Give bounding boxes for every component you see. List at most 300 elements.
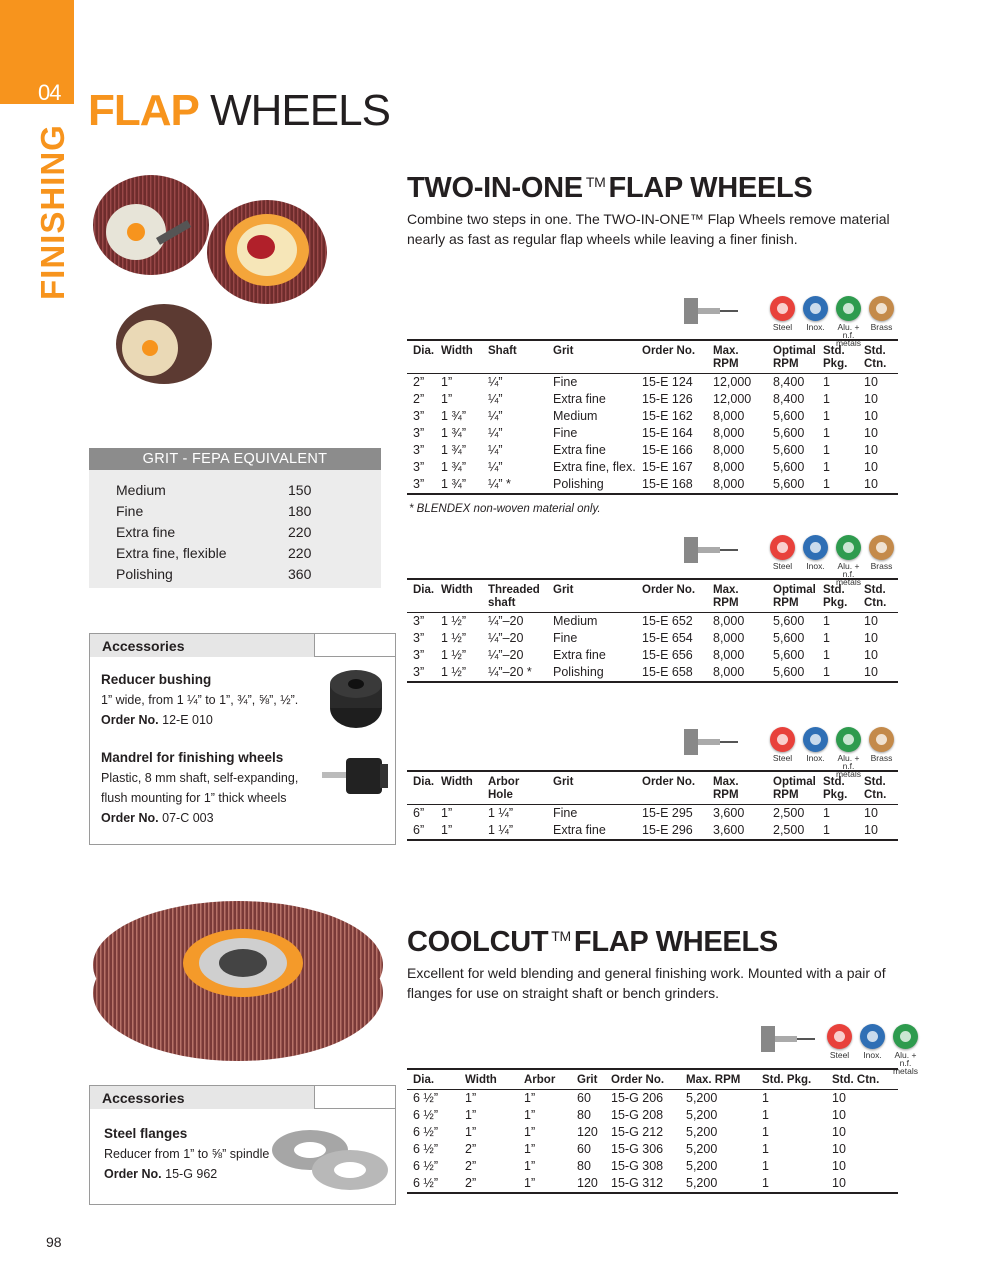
table-cell: 8,000 [713,426,745,440]
table-cell: ¼”–20 [488,614,524,628]
brass-icon [869,727,894,752]
table-cell: 1” [518,1175,571,1193]
table-cell: Medium [553,409,598,423]
table-cell: 5,200 [686,1142,718,1156]
table-cell: 15-E 167 [642,460,693,474]
two-in-one-wheel-image-1 [86,170,216,280]
table-cell: 6 ½” [413,1091,439,1105]
table-cell: 5,600 [773,631,805,645]
coolcut-title [407,926,778,959]
column-header: Std. Pkg. [817,579,858,613]
brass-icon [869,296,894,321]
table-cell: 6 ½” [413,1125,439,1139]
table-cell: Extra fine [553,648,606,662]
table-cell: 1 [823,375,830,389]
table-cell: 1 [762,1142,769,1156]
alu-nf-metals-icon [836,296,861,321]
table-cell: 15-E 164 [642,426,693,440]
table-cell: 1 ¼” [488,806,514,820]
reducer-bushing-item [101,670,298,730]
fepa-value: 180 [288,503,312,519]
table-cell: 10 [864,648,878,662]
spec-table-arbor-hole [407,770,898,841]
table-cell: 1 [762,1108,769,1122]
table-cell: ¼” [488,426,503,440]
coolcut-title-b: FLAP WHEELS [573,926,778,958]
table-cell: 15-G 306 [611,1142,664,1156]
accessories-box-1 [89,633,396,845]
column-header: Grit [547,340,636,374]
table-cell: 1 [823,648,830,662]
table-cell: 3” [413,409,425,423]
alu-nf-metals-icon [836,535,861,560]
table-cell: ¼”–20 [488,648,524,662]
table-row [407,459,898,476]
column-header: Std. Pkg. [817,771,858,805]
table-cell: ¼” [488,392,503,406]
brass-material [865,727,898,762]
column-header: Grit [571,1069,605,1090]
order-label: Order No. [101,713,159,727]
column-header: Shaft [482,340,547,374]
steel-material [766,535,799,570]
table-cell: 2” [413,392,425,406]
column-header: Threaded shaft [482,579,547,613]
accessories-title: Accessories [89,1085,315,1109]
column-header: Std. Pkg. [817,340,858,374]
table-cell: 1 [823,460,830,474]
grit-row [89,501,381,522]
table-cell: 3” [413,631,425,645]
steel-material [766,727,799,762]
column-header: Arbor [518,1069,571,1090]
column-header: Width [435,771,482,805]
table-cell: 1” [524,1108,536,1122]
steel-flanges-image [270,1126,392,1196]
table-row [407,1141,898,1158]
table-cell: ¼” [488,409,503,423]
table-cell: 6 ½” [413,1159,439,1173]
coolcut-title-a: COOLCUT [407,926,549,958]
table-cell: 1 ½” [441,631,467,645]
material-label: n.f. metals [835,330,862,348]
order-label: Order No. [104,1167,162,1181]
table-cell: 15-E 124 [642,375,693,389]
table-cell: 2,500 [767,822,817,840]
steel-material [766,296,799,331]
material-label: Alu. + [894,1050,917,1060]
table-cell: 8,000 [713,614,745,628]
table-cell: Extra fine [547,822,636,840]
table-cell: 10 [864,806,878,820]
tool-icon [680,727,740,757]
grit-row [89,480,381,501]
table-cell: ¼” [488,460,503,474]
table-cell: 8,000 [713,460,745,474]
table-cell: 5,200 [680,1175,756,1193]
table-row [407,805,898,823]
table-cell: 5,200 [686,1091,718,1105]
table-cell: 15-E 296 [636,822,707,840]
table-cell: Fine [553,375,578,389]
table-cell: 3” [413,426,425,440]
table-cell: 10 [832,1142,846,1156]
material-label: n.f. metals [835,569,862,587]
column-header: Dia. [407,340,435,374]
material-label: Steel [772,753,793,763]
table-cell: 6 ½” [413,1108,439,1122]
table-cell: 1 ¾” [441,426,467,440]
table-row [407,476,898,494]
reducer-bushing-desc: 1” wide, from 1 ¼” to 1”, ¾”, ⅝”, ½”. [101,693,299,707]
table-cell: 1 [823,614,830,628]
table-cell: ¼” [488,375,503,389]
table-row [407,408,898,425]
inox-icon [860,1024,885,1049]
table-cell: Fine [553,631,578,645]
chapter-number: 04 [38,80,61,105]
chapter-side-label: FINISHING [34,124,71,300]
two-in-one-title-a: TWO-IN-ONE [407,172,583,204]
table-cell: 10 [864,443,878,457]
table-cell: 8,000 [707,664,767,682]
table-cell: 6 ½” [413,1142,439,1156]
column-header: Order No. [636,771,707,805]
material-label: Brass [870,561,893,571]
table-cell: 3” [413,614,425,628]
two-in-one-title-b: FLAP WHEELS [608,172,813,204]
table-cell: ¼” [488,443,503,457]
spec-table-threaded-shaft [407,578,898,683]
material-label: Steel [772,322,793,332]
table-row [407,613,898,631]
column-header: Std. Ctn. [858,340,898,374]
table-cell: 5,200 [686,1108,718,1122]
column-header: Grit [547,771,636,805]
table-cell: 15-E 656 [642,648,693,662]
table-cell: 2” [465,1142,477,1156]
table-cell: 1 [823,631,830,645]
table-cell: 5,600 [767,664,817,682]
table-cell: 12,000 [713,392,752,406]
table-row [407,425,898,442]
column-header: Max. RPM [707,340,767,374]
inox-icon [803,727,828,752]
table-cell: ¼” * [482,476,547,494]
table-cell: 8,000 [713,631,745,645]
table-cell: 5,600 [773,614,805,628]
table-cell: 1 ¾” [435,476,482,494]
brass-material [865,296,898,331]
table-cell: 1” [441,806,453,820]
order-label: Order No. [101,811,159,825]
column-header: Width [435,579,482,613]
table-cell: 80 [577,1159,591,1173]
table-row [407,1090,898,1108]
table-cell: 60 [577,1142,591,1156]
table-cell: 60 [577,1091,591,1105]
table-cell: 5,200 [686,1125,718,1139]
table-cell: 10 [858,822,898,840]
material-label: n.f. metals [835,761,862,779]
inox-material [856,1024,889,1059]
table-row [407,647,898,664]
mandrel-order-no: 07-C 003 [162,811,214,825]
column-header: Dia. [407,579,435,613]
table-row [407,1124,898,1141]
table-cell: 15-E 162 [642,409,693,423]
two-in-one-wheel-image-3 [110,300,215,385]
table-row [407,442,898,459]
table-cell: 8,000 [713,648,745,662]
table-cell: 3” [413,443,425,457]
table-cell: 10 [864,460,878,474]
fepa-value: 220 [288,524,312,540]
table-cell: 1 ¾” [441,460,467,474]
table-cell: 1” [524,1125,536,1139]
coolcut-wheel-image [88,893,388,1063]
grit-name: Fine [116,503,144,519]
table-cell: 5,600 [773,409,805,423]
material-label: Steel [829,1050,850,1060]
material-label: Inox. [806,322,825,332]
accessories-box-2 [89,1085,396,1205]
two-in-one-title [407,172,812,205]
table-cell: 10 [832,1108,846,1122]
steel-flanges-item [104,1124,269,1184]
footnote: * BLENDEX non-woven material only. [409,503,601,515]
steel-material [823,1024,856,1059]
table-row [407,374,898,392]
table-cell: 15-E 166 [642,443,693,457]
column-header: Std. Ctn. [826,1069,898,1090]
material-label: Alu. + [837,561,860,571]
brass-material [865,535,898,570]
table-cell: 2” [413,375,425,389]
brass-icon [869,535,894,560]
column-header: Optimal RPM [767,579,817,613]
table-cell: 1 ½” [441,648,467,662]
tool-icon [680,535,740,565]
column-header: Grit [547,579,636,613]
table-cell: 10 [832,1159,846,1173]
table-cell: 1 [762,1091,769,1105]
table-cell: 10 [864,392,878,406]
chapter-tab [0,0,74,104]
table-cell: 2,500 [773,806,805,820]
table-cell: 10 [858,664,898,682]
mandrel-desc-line1: Plastic, 8 mm shaft, self-expanding, [101,771,299,785]
table-cell: 1 ¼” [482,822,547,840]
page-title-accent: FLAP [88,86,199,135]
column-header: Max. RPM [707,771,767,805]
table-cell: 15-G 312 [605,1175,680,1193]
column-header: Dia. [407,1069,459,1090]
table-cell: 8,000 [713,443,745,457]
table-cell: 10 [832,1125,846,1139]
table-cell: 6” [413,806,425,820]
reducer-bushing-image [326,668,386,730]
table-cell: 1” [524,1091,536,1105]
table-cell: 15-E 295 [642,806,693,820]
material-label: Steel [772,561,793,571]
inox-material [799,296,832,331]
alu-nf-metals-icon [893,1024,918,1049]
table-cell: Fine [553,806,578,820]
table-cell: 1 [823,392,830,406]
table-cell: 15-G 206 [611,1091,664,1105]
grit-fepa-table [89,448,381,588]
table-cell: 5,200 [686,1159,718,1173]
table-cell: ¼”–20 * [482,664,547,682]
table-cell: Fine [553,426,578,440]
table-cell: 10 [864,426,878,440]
table-row [407,664,898,682]
table-cell: 1 ½” [441,614,467,628]
table-cell: Extra fine [553,392,606,406]
table-header-row [407,340,898,374]
column-header: Dia. [407,771,435,805]
table-cell: 15-E 658 [636,664,707,682]
table-cell: 1” [524,1159,536,1173]
mandrel-item [101,748,298,828]
fepa-value: 220 [288,545,312,561]
table-cell: 1 [823,426,830,440]
spec-table-coolcut [407,1068,898,1194]
table-cell: 5,600 [773,443,805,457]
table-cell: 1 ¾” [441,443,467,457]
grit-name: Extra fine [116,524,176,540]
table-cell: 15-E 654 [642,631,693,645]
table-cell: Polishing [547,476,636,494]
table-cell: 1 [762,1159,769,1173]
material-label: Alu. + [837,753,860,763]
table-cell: 10 [864,614,878,628]
column-header: Max. RPM [707,579,767,613]
steel-icon [770,535,795,560]
table-cell: 10 [864,375,878,389]
table-cell: 8,400 [773,375,805,389]
steel-icon [827,1024,852,1049]
table-cell: 1 [762,1125,769,1139]
table-cell: 120 [577,1125,598,1139]
table-cell: 3” [413,460,425,474]
column-header: Order No. [636,340,707,374]
table-cell: 15-G 308 [611,1159,664,1173]
column-header: Order No. [636,579,707,613]
table-cell: 15-E 126 [642,392,693,406]
inox-icon [803,535,828,560]
column-header: Max. RPM [680,1069,756,1090]
table-header-row [407,579,898,613]
grit-name: Extra fine, flexible [116,545,227,561]
table-cell: Extra fine, flex. [553,460,636,474]
table-row [407,391,898,408]
table-cell: 3” [413,648,425,662]
trademark-mark: TM [585,174,606,190]
table-cell: 5,600 [767,476,817,494]
table-cell: Polishing [547,664,636,682]
table-cell: 1” [465,1091,477,1105]
accessories-title: Accessories [89,633,315,657]
material-label: Inox. [863,1050,882,1060]
material-label: Inox. [806,753,825,763]
material-label: Brass [870,322,893,332]
table-cell: 1 ½” [435,664,482,682]
mandrel-image [320,750,392,810]
table-cell: 3,600 [707,822,767,840]
mandrel-name: Mandrel for finishing wheels [101,750,284,765]
steel-icon [770,727,795,752]
column-header: Width [435,340,482,374]
table-row [407,822,898,840]
two-in-one-wheel-image-2 [205,195,330,305]
steel-flanges-order-no: 15-G 962 [165,1167,218,1181]
table-row [407,1158,898,1175]
steel-flanges-name: Steel flanges [104,1126,188,1141]
table-cell: 5,600 [773,648,805,662]
spec-table-two-in-one [407,339,898,495]
table-cell: 8,000 [713,409,745,423]
inox-material [799,535,832,570]
inox-icon [803,296,828,321]
table-cell: 1 [823,806,830,820]
page-number: 98 [46,1234,62,1250]
trademark-mark: TM [551,928,571,944]
table-cell: 80 [577,1108,591,1122]
table-cell: Medium [553,614,598,628]
column-header: Arbor Hole [482,771,547,805]
reducer-bushing-order-no: 12-E 010 [162,713,213,727]
table-cell: 1 [817,822,858,840]
table-cell: 1 [823,443,830,457]
table-cell: ¼”–20 [488,631,524,645]
table-cell: 2” [465,1159,477,1173]
grit-row [89,564,381,585]
table-cell: 1 [823,409,830,423]
table-cell: 3,600 [713,806,745,820]
table-cell: 15-E 168 [636,476,707,494]
alu-nf-metals-icon [836,727,861,752]
table-cell: 12,000 [713,375,752,389]
table-cell: 10 [864,409,878,423]
column-header: Optimal RPM [767,771,817,805]
material-label: Inox. [806,561,825,571]
table-cell: 15-E 652 [642,614,693,628]
table-cell: 10 [858,476,898,494]
column-header: Order No. [605,1069,680,1090]
material-label: Alu. + [837,322,860,332]
coolcut-description: Excellent for weld blending and general finishing work. Mounted with a pair of flanges for use on straight shaft or bench grinders. [407,965,886,1001]
inox-material [799,727,832,762]
page-title-rest: WHEELS [198,86,390,135]
grit-name: Polishing [116,566,173,582]
table-cell: 10 [826,1175,898,1193]
material-label: Brass [870,753,893,763]
table-cell: 15-G 212 [611,1125,664,1139]
table-cell: 6” [407,822,435,840]
table-cell: 1 [817,476,858,494]
table-cell: 1” [465,1108,477,1122]
table-cell: 1 [817,664,858,682]
table-cell: 2” [459,1175,518,1193]
table-cell: 1” [465,1125,477,1139]
table-cell: 10 [864,631,878,645]
fepa-value: 360 [288,566,312,582]
table-cell: 1 [756,1175,826,1193]
table-cell: 5,600 [773,426,805,440]
table-cell: 1 ¾” [441,409,467,423]
